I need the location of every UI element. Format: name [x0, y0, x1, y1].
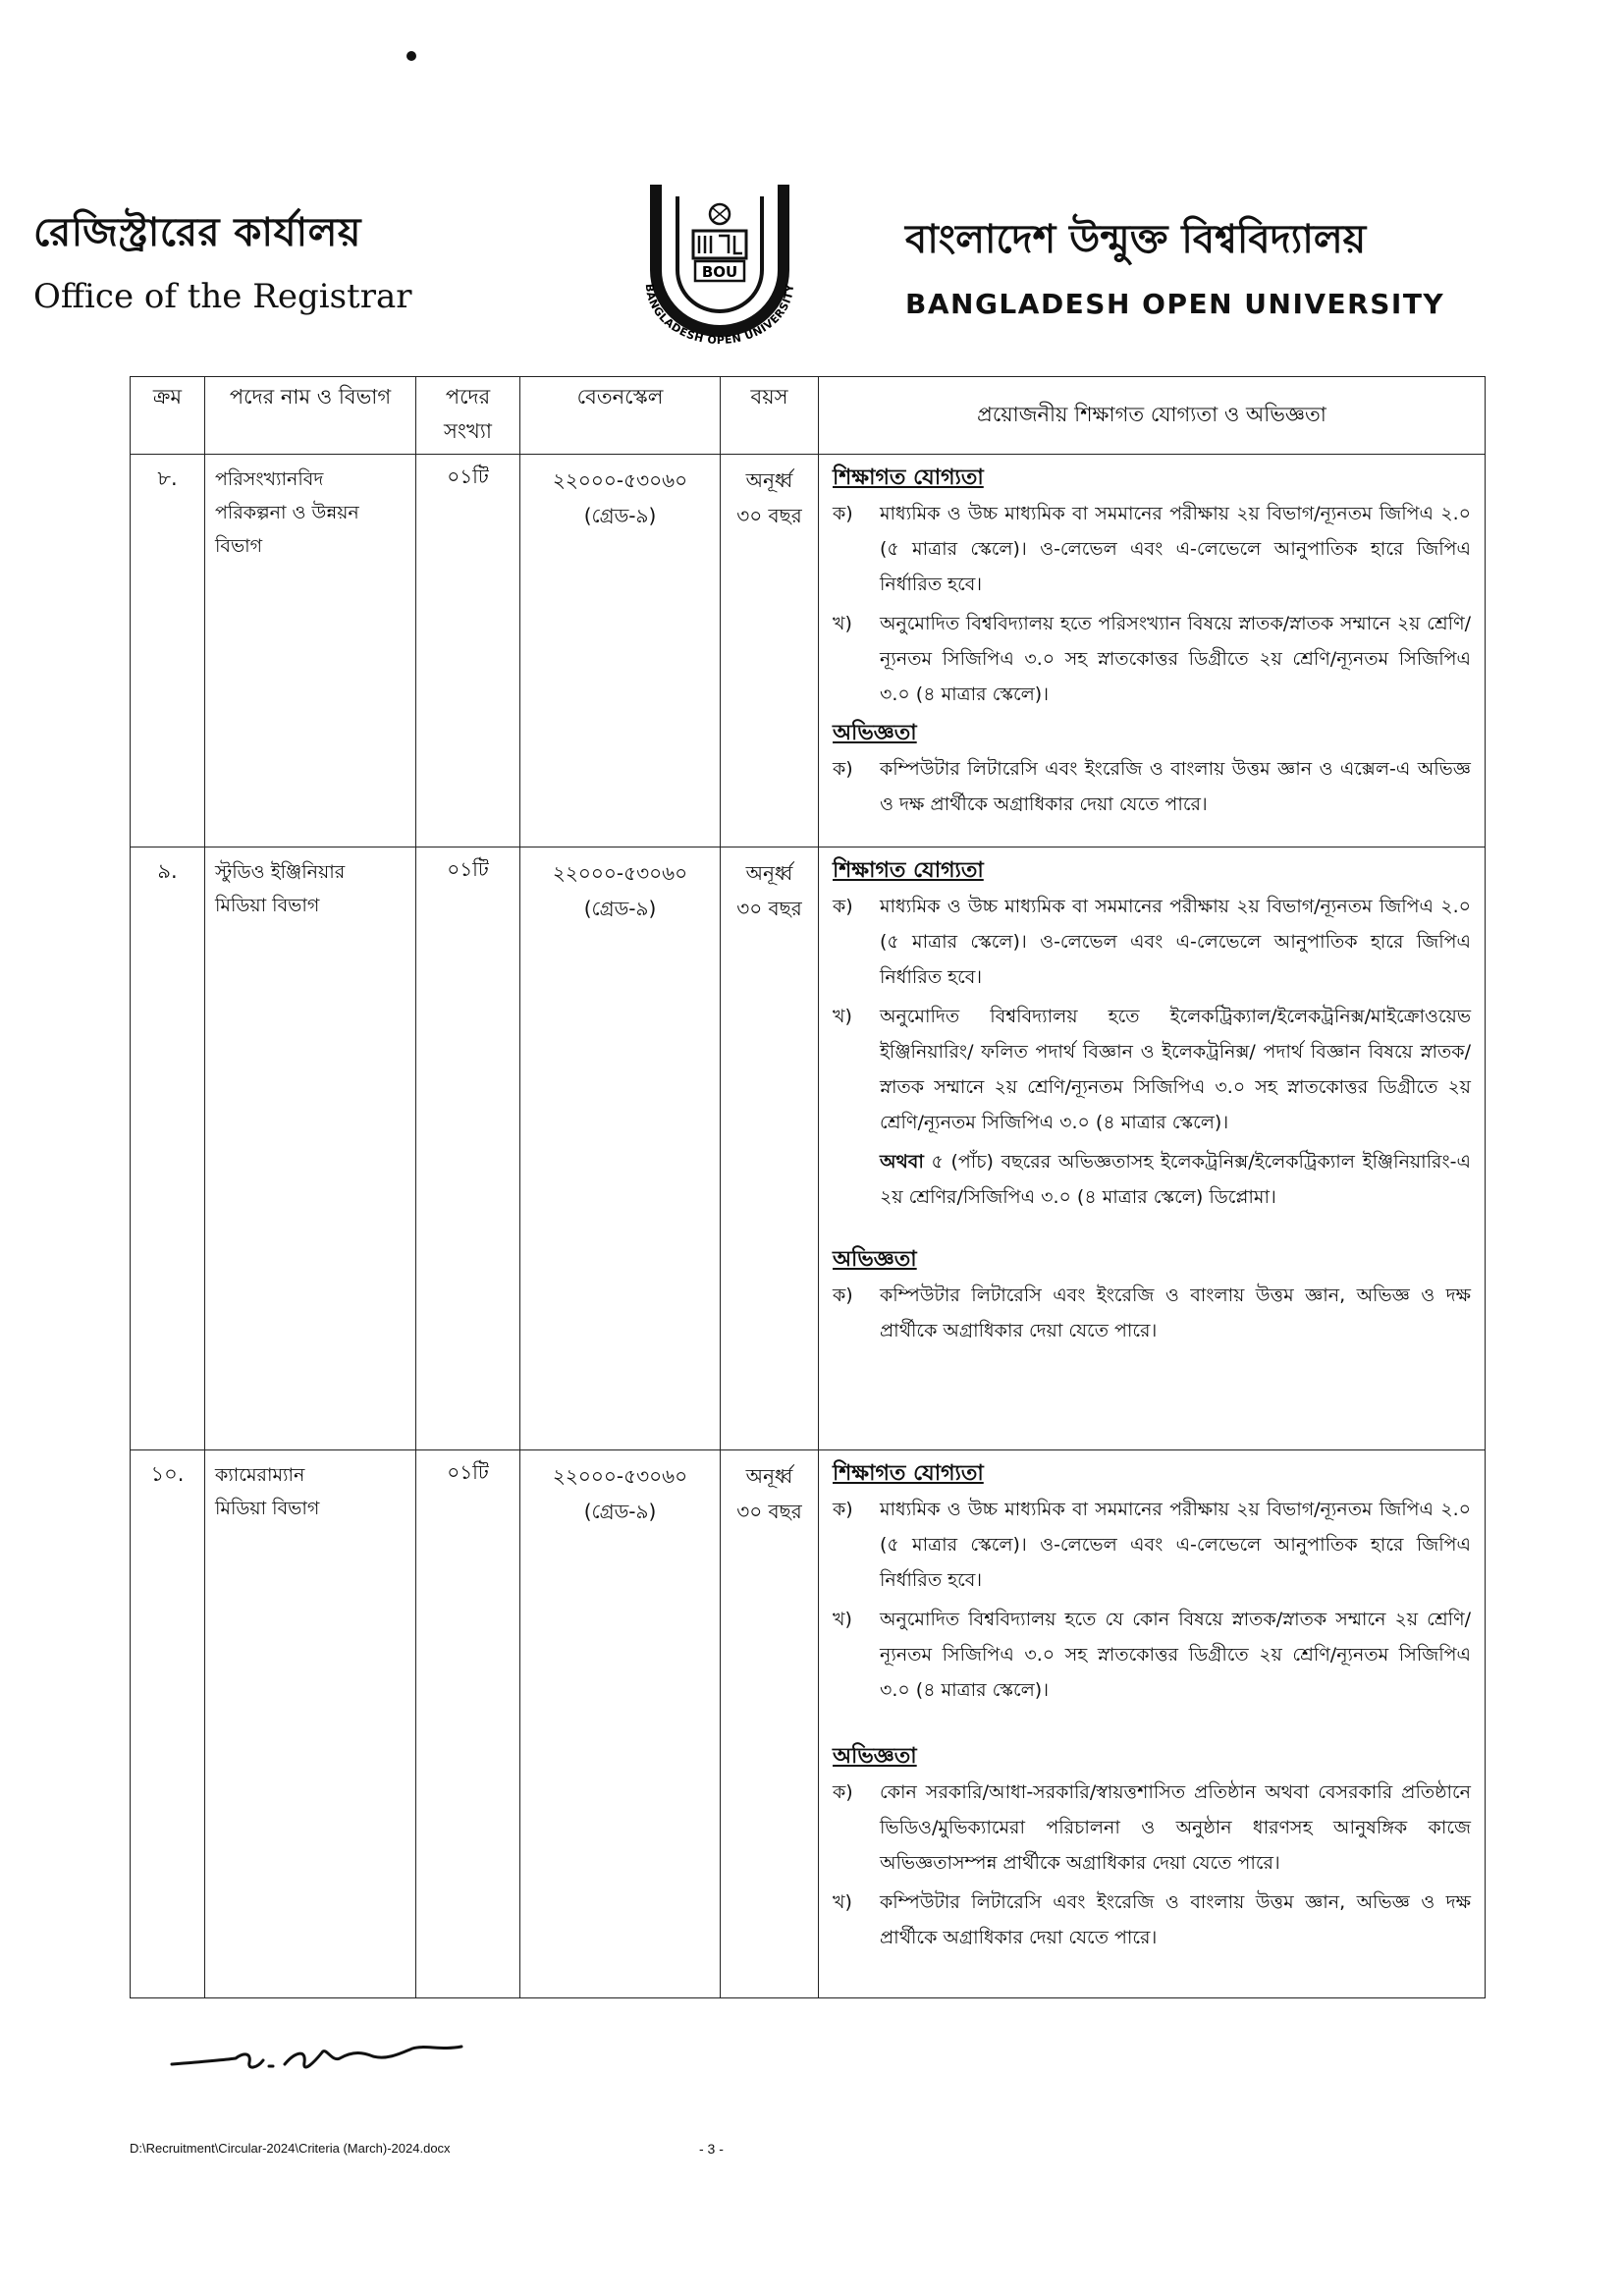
item-text: মাধ্যমিক ও উচ্চ মাধ্যমিক বা সমমানের পরীক্ষায় ২য় বিভাগ/ন্যূনতম জিপিএ ২.০ (৫ মাত্রার স্কেলে)। ও-লেভেল এবং এ-লেভেলে আনুপাতিক হারে জিপিএ নির্ধারিত হবে।	[880, 503, 1471, 595]
item-marker: খ)	[833, 1006, 852, 1027]
post-cell	[205, 847, 416, 1450]
pay-range: ২২০০০-৫৩০৬০	[552, 861, 688, 885]
handwritten-signature	[167, 2023, 491, 2092]
post-cell	[205, 1450, 416, 1998]
item-text: অনুমোদিত বিশ্ববিদ্যালয় হতে পরিসংখ্যান বিষয়ে স্নাতক/স্নাতক সম্মানে ২য় শ্রেণি/ন্যূনতম সিজিপিএ ৩.০ সহ স্নাতকোত্তর ডিগ্রীতে ২য় শ্রেণি/ন্যূনতম সিজিপিএ ৩.০ (৪ মাত্রার স্কেলে)।	[880, 613, 1471, 705]
table-row	[131, 847, 1486, 1450]
payscale-cell	[520, 1450, 721, 1998]
age-limit-label: অনূর্ধ্ব	[745, 861, 793, 885]
education-item	[833, 889, 1471, 995]
col-qualification: প্রয়োজনীয় শিক্ষাগত যোগ্যতা ও অভিজ্ঞতা	[819, 377, 1486, 455]
post-line: পরিসংখ্যানবিদ	[215, 468, 324, 490]
experience-title: অভিজ্ঞতা	[833, 721, 917, 745]
col-post: পদের নাম ও বিভাগ	[205, 377, 416, 455]
education-item	[833, 496, 1471, 602]
education-title: শিক্ষাগত যোগ্যতা	[833, 465, 984, 490]
logo-abbr: BOU	[701, 263, 738, 281]
item-text: কোন সরকারি/আধা-সরকারি/স্বায়ত্তশাসিত প্রতিষ্ঠান অথবা বেসরকারি প্রতিষ্ঠানে ভিডিও/মুভিক্যামেরা পরিচালনা ও অনুষ্ঠান ধারণসহ আনুষঙ্গিক কাজে অভিজ্ঞতাসম্পন্ন প্রার্থীকে অগ্রাধিকার দেয়া যেতে পারে।	[880, 1781, 1471, 1874]
university-name-en: BANGLADESH OPEN UNIVERSITY	[905, 288, 1445, 320]
university-logo	[617, 177, 823, 354]
qualification-cell	[819, 1450, 1486, 1998]
table-row	[131, 1450, 1486, 1998]
university-name-bn: বাংলাদেশ উন্মুক্ত বিশ্ববিদ্যালয়	[905, 217, 1367, 262]
table-row	[131, 455, 1486, 847]
experience-item	[833, 1775, 1471, 1881]
logo-ring-text: BANGLADESH OPEN UNIVERSITY	[642, 283, 797, 348]
experience-item	[833, 1885, 1471, 1955]
education-item	[833, 606, 1471, 712]
or-label: অথবা	[880, 1151, 924, 1173]
item-text: মাধ্যমিক ও উচ্চ মাধ্যমিক বা সমমানের পরীক্ষায় ২য় বিভাগ/ন্যূনতম জিপিএ ২.০ (৫ মাত্রার স্কেলে)। ও-লেভেল এবং এ-লেভেলে আনুপাতিক হারে জিপিএ নির্ধারিত হবে।	[880, 896, 1471, 988]
item-text: মাধ্যমিক ও উচ্চ মাধ্যমিক বা সমমানের পরীক্ষায় ২য় বিভাগ/ন্যূনতম জিপিএ ২.০ (৫ মাত্রার স্কেলে)। ও-লেভেল এবং এ-লেভেলে আনুপাতিক হারে জিপিএ নির্ধারিত হবে।	[880, 1499, 1471, 1591]
pay-range: ২২০০০-৫৩০৬০	[552, 468, 688, 492]
payscale-cell	[520, 455, 721, 847]
office-header	[33, 201, 411, 316]
experience-item	[833, 1278, 1471, 1348]
education-alternative	[880, 1144, 1471, 1215]
serial-cell: ১০.	[131, 1450, 205, 1998]
office-title-en: Office of the Registrar	[33, 277, 412, 316]
education-title: শিক্ষাগত যোগ্যতা	[833, 1461, 984, 1486]
post-line: পরিকল্পনা ও উন্নয়ন	[215, 502, 359, 523]
age-limit-value: ৩০ বছর	[736, 1500, 802, 1523]
post-line: মিডিয়া বিভাগ	[215, 895, 320, 916]
item-marker: ক)	[833, 896, 853, 917]
pay-grade: (গ্রেড-৯)	[583, 897, 657, 920]
item-text: কম্পিউটার লিটারেসি এবং ইংরেজি ও বাংলায় উত্তম জ্ঞান, অভিজ্ঞ ও দক্ষ প্রার্থীকে অগ্রাধিকার দেয়া যেতে পারে।	[880, 1285, 1471, 1341]
item-marker: খ)	[833, 1891, 852, 1913]
education-item	[833, 1492, 1471, 1598]
experience-item	[833, 751, 1471, 822]
count-cell: ০১টি	[416, 1450, 520, 1998]
col-serial: ক্রম	[131, 377, 205, 455]
age-limit-label: অনূর্ধ্ব	[745, 1464, 793, 1488]
post-line: ক্যামেরাম্যান	[215, 1464, 305, 1486]
qualification-cell	[819, 847, 1486, 1450]
serial-cell: ৮.	[131, 455, 205, 847]
count-cell: ০১টি	[416, 455, 520, 847]
document-file-path: D:\Recruitment\Circular-2024\Criteria (March)-2024.docx	[130, 2141, 451, 2156]
page-number: - 3 -	[699, 2141, 724, 2157]
alternative-text: ৫ (পাঁচ) বছরের অভিজ্ঞতাসহ ইলেকট্রনিক্স/ইলেকট্রিক্যাল ইঞ্জিনিয়ারিং-এ ২য় শ্রেণির/সিজিপিএ ৩.০ (৪ মাত্রার স্কেলে) ডিপ্লোমা।	[880, 1151, 1471, 1208]
age-limit-value: ৩০ বছর	[736, 897, 802, 920]
item-marker: ক)	[833, 758, 853, 780]
table-header-row	[131, 377, 1486, 455]
pay-grade: (গ্রেড-৯)	[583, 504, 657, 527]
item-text: কম্পিউটার লিটারেসি এবং ইংরেজি ও বাংলায় উত্তম জ্ঞান, অভিজ্ঞ ও দক্ষ প্রার্থীকে অগ্রাধিকার দেয়া যেতে পারে।	[880, 1891, 1471, 1948]
pay-grade: (গ্রেড-৯)	[583, 1500, 657, 1523]
age-limit-label: অনূর্ধ্ব	[745, 468, 793, 492]
payscale-cell	[520, 847, 721, 1450]
item-marker: ক)	[833, 1499, 853, 1520]
experience-title: অভিজ্ঞতা	[833, 1744, 917, 1769]
item-marker: ক)	[833, 503, 853, 524]
post-line: মিডিয়া বিভাগ	[215, 1498, 320, 1519]
item-marker: খ)	[833, 613, 852, 634]
post-cell	[205, 455, 416, 847]
item-marker: ক)	[833, 1285, 853, 1306]
education-item	[833, 1602, 1471, 1708]
education-item	[833, 999, 1471, 1140]
age-limit-value: ৩০ বছর	[736, 504, 802, 527]
age-cell	[721, 847, 819, 1450]
item-marker: ক)	[833, 1781, 853, 1803]
item-text: অনুমোদিত বিশ্ববিদ্যালয় হতে ইলেকট্রিক্যাল/ইলেকট্রনিক্স/মাইক্রোওয়েভ ইঞ্জিনিয়ারিং/ ফলিত পদার্থ বিজ্ঞান ও ইলেকট্রনিক্স/ পদার্থ বিজ্ঞান বিষয়ে স্নাতক/স্নাতক সম্মানে ২য় শ্রেণি/ন্যূনতম সিজিপিএ ৩.০ সহ স্নাতকোত্তর ডিগ্রীতে ২য় শ্রেণি/ন্যূনতম সিজিপিএ ৩.০ (৪ মাত্রার স্কেলে)।	[880, 1006, 1471, 1133]
stray-dot	[406, 51, 416, 61]
experience-title: অভিজ্ঞতা	[833, 1247, 917, 1272]
education-title: শিক্ষাগত যোগ্যতা	[833, 858, 984, 883]
col-payscale: বেতনস্কেল	[520, 377, 721, 455]
col-count: পদের সংখ্যা	[416, 377, 520, 455]
post-line: বিভাগ	[215, 535, 263, 557]
recruitment-criteria-table	[130, 376, 1486, 1998]
age-cell	[721, 455, 819, 847]
item-text: কম্পিউটার লিটারেসি এবং ইংরেজি ও বাংলায় উত্তম জ্ঞান ও এক্সেল-এ অভিজ্ঞ ও দক্ষ প্রার্থীকে অগ্রাধিকার দেয়া যেতে পারে।	[880, 758, 1471, 815]
qualification-cell	[819, 455, 1486, 847]
university-header	[905, 208, 1444, 320]
col-age: বয়স	[721, 377, 819, 455]
count-cell: ০১টি	[416, 847, 520, 1450]
serial-cell: ৯.	[131, 847, 205, 1450]
post-line: স্টুডিও ইঞ্জিনিয়ার	[215, 861, 346, 883]
office-title-bn: রেজিস্ট্রারের কার্যালয়	[33, 210, 361, 255]
age-cell	[721, 1450, 819, 1998]
pay-range: ২২০০০-৫৩০৬০	[552, 1464, 688, 1488]
item-text: অনুমোদিত বিশ্ববিদ্যালয় হতে যে কোন বিষয়ে স্নাতক/স্নাতক সম্মানে ২য় শ্রেণি/ন্যূনতম সিজিপিএ ৩.০ সহ স্নাতকোত্তর ডিগ্রীতে ২য় শ্রেণি/ন্যূনতম সিজিপিএ ৩.০ (৪ মাত্রার স্কেলে)।	[880, 1609, 1471, 1701]
item-marker: খ)	[833, 1609, 852, 1630]
